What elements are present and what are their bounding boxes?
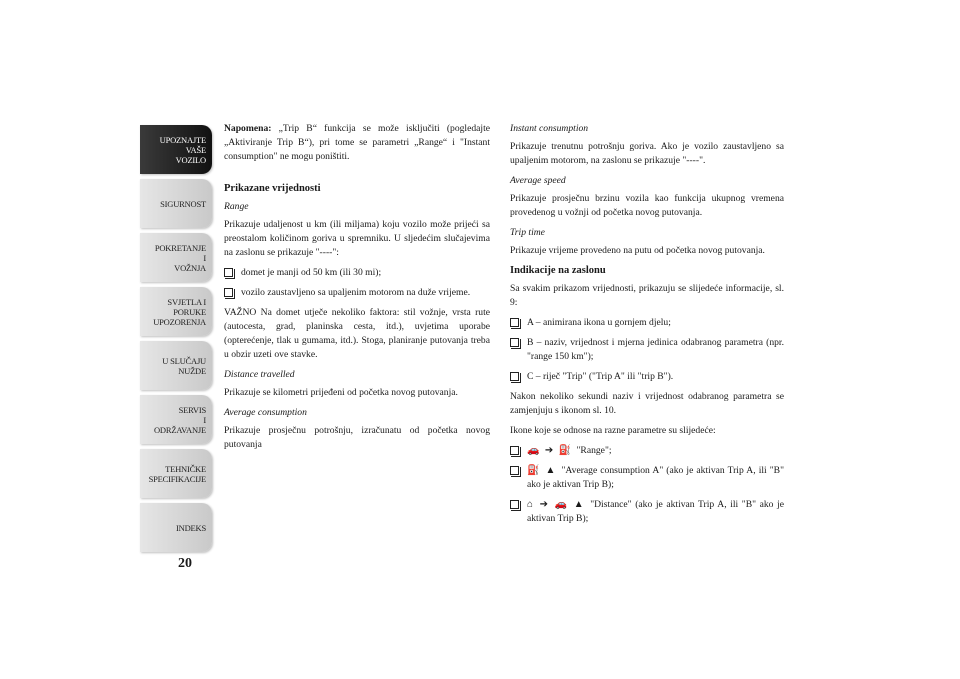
checkbox-bullet-icon [510, 466, 519, 475]
list-item: ⌂ ➔ 🚗 ▲ "Distance" (ako je aktivan Trip A, ili "B" ako je aktivan Trip B); [510, 498, 784, 526]
home-icon: ⌂ [527, 499, 534, 510]
list-item: ⛽ ▲ "Average consumption A" (ako je aktivan Trip A, ili "B" ako je aktivan Trip B); [510, 464, 784, 492]
display-heading: Indikacije na zaslonu [510, 265, 606, 276]
list-item: vozilo zaustavljeno sa upaljenim motorom na duže vrijeme. [224, 286, 490, 300]
checkbox-bullet-icon [510, 446, 519, 455]
tab-u-slucaju[interactable]: U SLUČAJU NUŽDE [140, 341, 212, 390]
page-number: 20 [178, 556, 192, 571]
tab-tehnicke[interactable]: TEHNIČKE SPECIFIKACIJE [140, 449, 212, 498]
chapter-sidebar [140, 125, 212, 557]
fuel-consumption-icon: ⛽ [527, 465, 540, 476]
distance-text: Prikazuje se kilometri prijeđeni od početka novog putovanja. [224, 387, 458, 398]
car-icon: 🚗 [527, 445, 540, 456]
distance-title: Distance travelled [224, 369, 295, 380]
avg-consumption-text: Prikazuje prosječnu potrošnju, izračunatu od početka novog putovanja [224, 425, 490, 450]
section-heading: Prikazane vrijednosti [224, 183, 321, 194]
trip-a-icon: ▲ [573, 499, 584, 510]
arrow-right-icon: ➔ [539, 499, 549, 510]
list-item: 🚗 ➔ ⛽ "Range"; [510, 444, 784, 458]
list-item: A – animirana ikona u gornjem djelu; [510, 316, 784, 330]
checkbox-bullet-icon [224, 268, 233, 277]
speed-title: Average speed [510, 175, 566, 186]
tab-pokretanje[interactable]: POKRETANJE I VOŽNJA [140, 233, 212, 282]
speed-text: Prikazuje prosječnu brzinu vozila kao funkcija ukupnog vremena provedenog u vožnji od početka novog putovanja. [510, 193, 784, 218]
arrow-right-icon: ➔ [544, 445, 554, 456]
important-note: VAŽNO Na domet utječe nekoliko faktora: stil vožnje, vrsta rute (autocesta, grad, planinska cesta, itd.), uvjetima uporabe (opterećenje, tlak u gumama, itd.). Stoga, planiranje putovanja treba u obzir uzeti ove stavke. [224, 307, 490, 360]
list-item: C – riječ "Trip" ("Trip A" ili "trip B"). [510, 370, 784, 384]
tab-indeks[interactable]: INDEKS [140, 503, 212, 552]
checkbox-bullet-icon [224, 288, 233, 297]
time-text: Prikazuje vrijeme provedeno na putu od početka novog putovanja. [510, 245, 765, 256]
instant-title: Instant consumption [510, 123, 589, 134]
checkbox-bullet-icon [510, 372, 519, 381]
time-title: Trip time [510, 227, 545, 238]
display-intro: Sa svakim prikazom vrijednosti, prikazuju se slijedeće informacije, sl. 9: [510, 283, 784, 308]
icons-intro: Ikone koje se odnose na razne parametre su slijedeće: [510, 425, 716, 436]
list-item: B – naziv, vrijednost i mjerna jedinica odabranog parametra (npr. "range 150 km"); [510, 336, 784, 364]
right-column [510, 122, 784, 532]
checkbox-bullet-icon [510, 318, 519, 327]
range-text: Prikazuje udaljenost u km (ili miljama) koju vozilo može prijeći sa preostalom količinom goriva u spremniku. U sljedećim slučajevima na zaslonu se prikazuje "----": [224, 219, 490, 258]
tab-servis[interactable]: SERVIS I ODRŽAVANJE [140, 395, 212, 444]
tab-svjetla[interactable]: SVJETLA I PORUKE UPOZORENJA [140, 287, 212, 336]
list-item: domet je manji od 50 km (ili 30 mi); [224, 266, 490, 280]
tab-upoznajte[interactable]: UPOZNAJTE VAŠE VOZILO [140, 125, 212, 174]
range-title: Range [224, 201, 249, 212]
tab-sigurnost[interactable]: SIGURNOST [140, 179, 212, 228]
after-text: Nakon nekoliko sekundi naziv i vrijednost odabranog parametra se zamjenjuju s ikonom sl. 10. [510, 391, 784, 416]
checkbox-bullet-icon [510, 338, 519, 347]
avg-consumption-title: Average consumption [224, 407, 307, 418]
checkbox-bullet-icon [510, 500, 519, 509]
instant-text: Prikazuje trenutnu potrošnju goriva. Ako je vozilo zaustavljeno sa upaljenim motorom, na zaslonu se prikazuje "----". [510, 141, 784, 166]
trip-a-icon: ▲ [545, 465, 556, 476]
left-column [224, 122, 490, 458]
fuel-pump-icon: ⛽ [558, 445, 572, 456]
note: Napomena: „Trip B“ funkcija se može isključiti (pogledajte „Aktiviranje Trip B“), pri tome se parametri „Range“ i "Instant consumption" ne mogu poništiti. [224, 123, 490, 162]
car-icon: 🚗 [554, 499, 568, 510]
